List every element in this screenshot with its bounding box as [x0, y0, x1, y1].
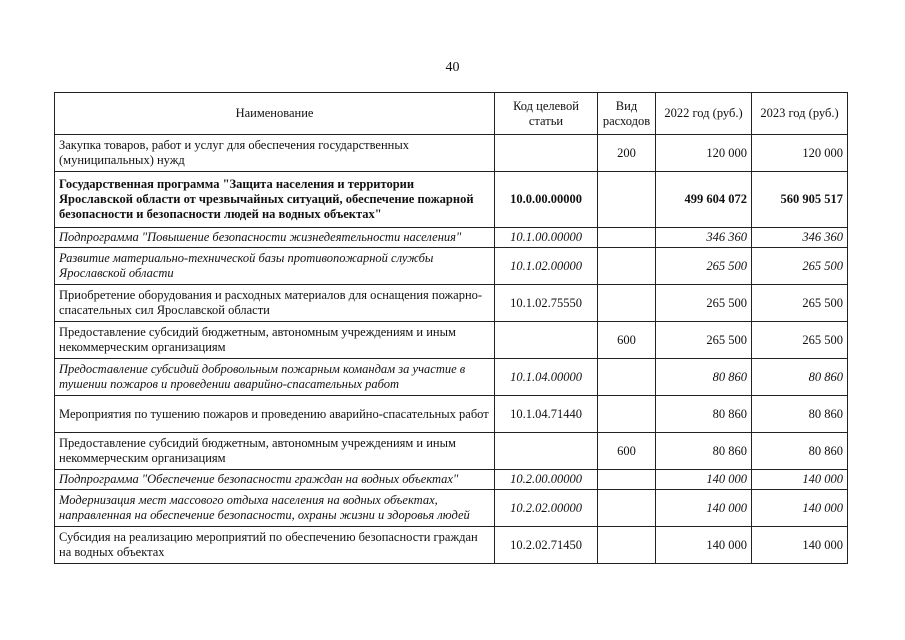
- cell-amount-2023: 265 500: [752, 322, 848, 359]
- table-row: [55, 433, 848, 470]
- table-row: [55, 285, 848, 322]
- header-2022: 2022 год (руб.): [656, 93, 752, 135]
- header-name: Наименование: [55, 93, 495, 135]
- table-body: [55, 135, 848, 564]
- cell-name: Предоставление субсидий добровольным пожарным командам за участие в тушении пожаров и проведении аварийно-спасательных работ: [55, 359, 495, 396]
- cell-amount-2022: 140 000: [656, 527, 752, 564]
- cell-code: 10.1.02.00000: [495, 248, 598, 285]
- cell-name: Приобретение оборудования и расходных материалов для оснащения пожарно-спасательных сил Ярославской области: [55, 285, 495, 322]
- header-2023: 2023 год (руб.): [752, 93, 848, 135]
- cell-amount-2022: 265 500: [656, 322, 752, 359]
- table-row: [55, 172, 848, 228]
- cell-code: [495, 322, 598, 359]
- cell-expense-type: [598, 172, 656, 228]
- cell-amount-2023: 560 905 517: [752, 172, 848, 228]
- cell-amount-2023: 80 860: [752, 359, 848, 396]
- cell-code: 10.2.02.00000: [495, 490, 598, 527]
- cell-name: Государственная программа "Защита населения и территории Ярославской области от чрезвычайных ситуаций, обеспечение пожарной безопасности и безопасности людей на водных объектах": [55, 172, 495, 228]
- table-row: [55, 396, 848, 433]
- cell-expense-type: [598, 248, 656, 285]
- cell-amount-2023: 140 000: [752, 490, 848, 527]
- cell-expense-type: [598, 285, 656, 322]
- cell-code: 10.1.00.00000: [495, 228, 598, 248]
- cell-name: Субсидия на реализацию мероприятий по обеспечению безопасности граждан на водных объектах: [55, 527, 495, 564]
- cell-name: Развитие материально-технической базы противопожарной службы Ярославской области: [55, 248, 495, 285]
- cell-amount-2023: 140 000: [752, 527, 848, 564]
- table-row: [55, 228, 848, 248]
- cell-amount-2023: 120 000: [752, 135, 848, 172]
- table-row: [55, 527, 848, 564]
- cell-amount-2022: 265 500: [656, 248, 752, 285]
- cell-amount-2022: 265 500: [656, 285, 752, 322]
- cell-expense-type: [598, 359, 656, 396]
- cell-expense-type: [598, 527, 656, 564]
- cell-code: 10.1.02.75550: [495, 285, 598, 322]
- cell-code: 10.2.02.71450: [495, 527, 598, 564]
- cell-expense-type: [598, 490, 656, 527]
- cell-code: 10.2.00.00000: [495, 470, 598, 490]
- table-row: [55, 490, 848, 527]
- table-row: [55, 359, 848, 396]
- page-number: 40: [445, 60, 460, 75]
- cell-expense-type: 600: [598, 433, 656, 470]
- cell-code: 10.1.04.71440: [495, 396, 598, 433]
- cell-amount-2022: 140 000: [656, 470, 752, 490]
- cell-expense-type: [598, 396, 656, 433]
- cell-amount-2023: 80 860: [752, 396, 848, 433]
- cell-amount-2022: 346 360: [656, 228, 752, 248]
- header-code: Код целевой статьи: [495, 93, 598, 135]
- cell-amount-2023: 80 860: [752, 433, 848, 470]
- cell-expense-type: 600: [598, 322, 656, 359]
- cell-amount-2022: 140 000: [656, 490, 752, 527]
- cell-code: 10.0.00.00000: [495, 172, 598, 228]
- cell-amount-2022: 499 604 072: [656, 172, 752, 228]
- cell-expense-type: [598, 228, 656, 248]
- table-row: [55, 322, 848, 359]
- cell-code: 10.1.04.00000: [495, 359, 598, 396]
- budget-table: [54, 92, 848, 564]
- cell-amount-2023: 265 500: [752, 285, 848, 322]
- cell-name: Подпрограмма "Повышение безопасности жизнедеятельности населения": [55, 228, 495, 248]
- cell-code: [495, 433, 598, 470]
- cell-name: Предоставление субсидий бюджетным, автономным учреждениям и иным некоммерческим организациям: [55, 433, 495, 470]
- cell-amount-2023: 265 500: [752, 248, 848, 285]
- cell-amount-2022: 80 860: [656, 433, 752, 470]
- table-row: [55, 135, 848, 172]
- cell-amount-2022: 80 860: [656, 359, 752, 396]
- cell-name: Мероприятия по тушению пожаров и проведению аварийно-спасательных работ: [55, 396, 495, 433]
- cell-code: [495, 135, 598, 172]
- cell-amount-2023: 140 000: [752, 470, 848, 490]
- cell-amount-2022: 120 000: [656, 135, 752, 172]
- table-row: [55, 470, 848, 490]
- cell-name: Закупка товаров, работ и услуг для обеспечения государственных (муниципальных) нужд: [55, 135, 495, 172]
- cell-name: Модернизация мест массового отдыха населения на водных объектах, направленная на обеспечение безопасности, охраны жизни и здоровья людей: [55, 490, 495, 527]
- cell-name: Подпрограмма "Обеспечение безопасности граждан на водных объектах": [55, 470, 495, 490]
- table-header-row: [55, 93, 848, 135]
- cell-expense-type: 200: [598, 135, 656, 172]
- cell-amount-2023: 346 360: [752, 228, 848, 248]
- cell-name: Предоставление субсидий бюджетным, автономным учреждениям и иным некоммерческим организациям: [55, 322, 495, 359]
- cell-expense-type: [598, 470, 656, 490]
- cell-amount-2022: 80 860: [656, 396, 752, 433]
- table-row: [55, 248, 848, 285]
- header-expense-type: Вид расходов: [598, 93, 656, 135]
